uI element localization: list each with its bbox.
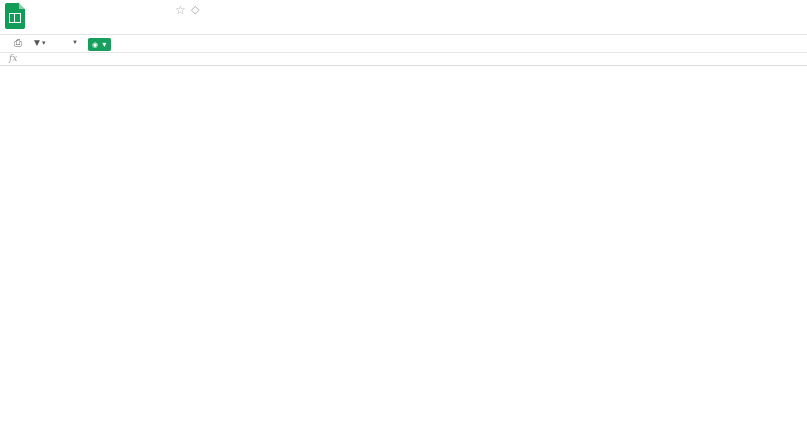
formula-bar[interactable]	[0, 53, 807, 66]
chevron-down-icon[interactable]: ▾	[42, 40, 46, 47]
print-icon[interactable]: ⎙	[14, 38, 22, 49]
spreadsheet-grid	[0, 66, 807, 428]
sheets-logo-icon[interactable]	[5, 3, 25, 29]
filter-icon[interactable]: ▼	[32, 38, 42, 49]
fx-icon: fx	[9, 54, 18, 64]
star-icon[interactable]: ☆	[175, 3, 186, 17]
chevron-down-icon[interactable]: ▼	[72, 40, 78, 46]
view-only-mode-button[interactable]: ◉ ▾	[88, 38, 111, 51]
folder-icon[interactable]: ◇	[191, 4, 200, 16]
eye-icon: ◉	[92, 42, 99, 49]
title-bar	[0, 0, 807, 33]
toolbar	[0, 34, 807, 53]
